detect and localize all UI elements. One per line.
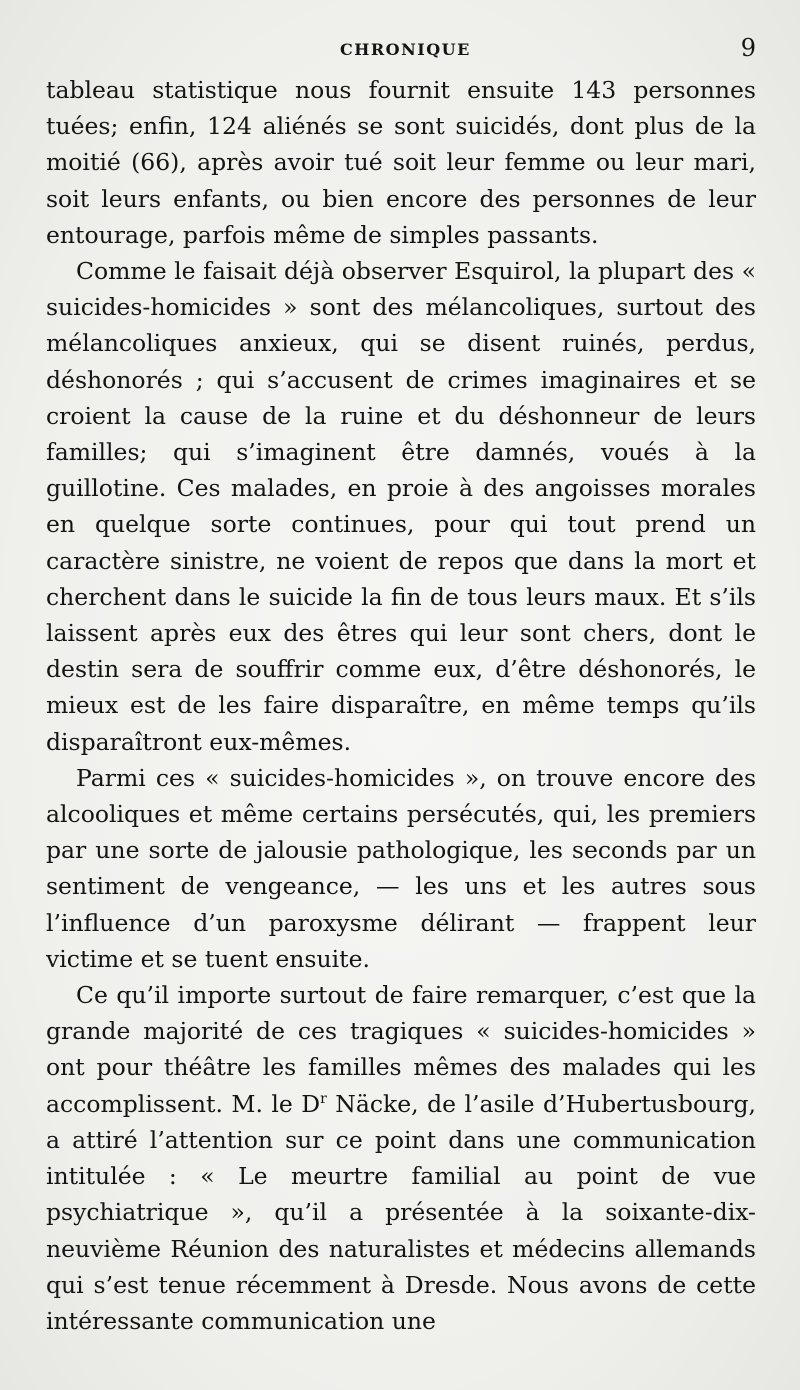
paragraph-3: Parmi ces « suicides-homicides », on trouve encore des alcooliques et même certains persécutés, qui, les premiers par une sorte de jalousie pathologique, les seconds par un sentiment de vengeance, — les uns et les autres sous l’influence d’un paroxysme délirant — frappent leur victime et se tuent ensuite. — [46, 763, 756, 973]
paragraph-1: tableau statistique nous fournit ensuite 143 personnes tuées; enfin, 124 aliénés se sont suicidés, dont plus de la moitié (66), après avoir tué soit leur femme ou leur mari, soit leurs enfants, ou bien encore des personnes de leur entourage, parfois même de simples passants. — [46, 76, 756, 249]
running-title: CHRONIQUE — [340, 40, 471, 59]
body-text — [46, 72, 756, 1339]
running-head — [0, 34, 800, 64]
page-number: 9 — [740, 34, 756, 62]
paragraph-4-part-2: Näcke, de l’asile d’Hubertusbourg, a attiré l’attention sur ce point dans une communication intitulée : « Le meurtre familial au point de vue psychiatrique », qu’il a présentée à la soixante-dix-neuvième Réunion des naturalistes et médecins allemands qui s’est tenue récemment à Dresde. Nous avons de cette intéressante communication une — [46, 1089, 757, 1335]
paragraph-4-part-1: Ce qu’il importe surtout de faire remarquer, c’est que la grande majorité de ces tragiques « suicides-homicides » ont pour théâtre les familles mêmes des malades qui les accomplissent. M. le D — [46, 981, 756, 1118]
paragraph-2: Comme le faisait déjà observer Esquirol, la plupart des « suicides-homicides » sont des mélancoliques, surtout des mélancoliques anxieux, qui se disent ruinés, perdus, déshonorés ; qui s’accusent de crimes imaginaires et se croient la cause de la ruine et du déshonneur de leurs familles; qui s’imaginent être damnés, voués à la guillotine. Ces malades, en proie à des angoisses morales en quelque sorte continues, pour qui tout prend un caractère sinistre, ne voient de repos que dans la mort et cherchent dans le suicide la fin de tous leurs maux. Et s’ils laissent après eux des êtres qui leur sont chers, dont le destin sera de souffrir comme eux, d’être déshonorés, le mieux est de les faire disparaître, en même temps qu’ils disparaîtront eux-mêmes. — [46, 257, 756, 756]
paragraph-4 — [46, 977, 756, 1339]
doctor-title-superscript: r — [320, 1090, 327, 1107]
